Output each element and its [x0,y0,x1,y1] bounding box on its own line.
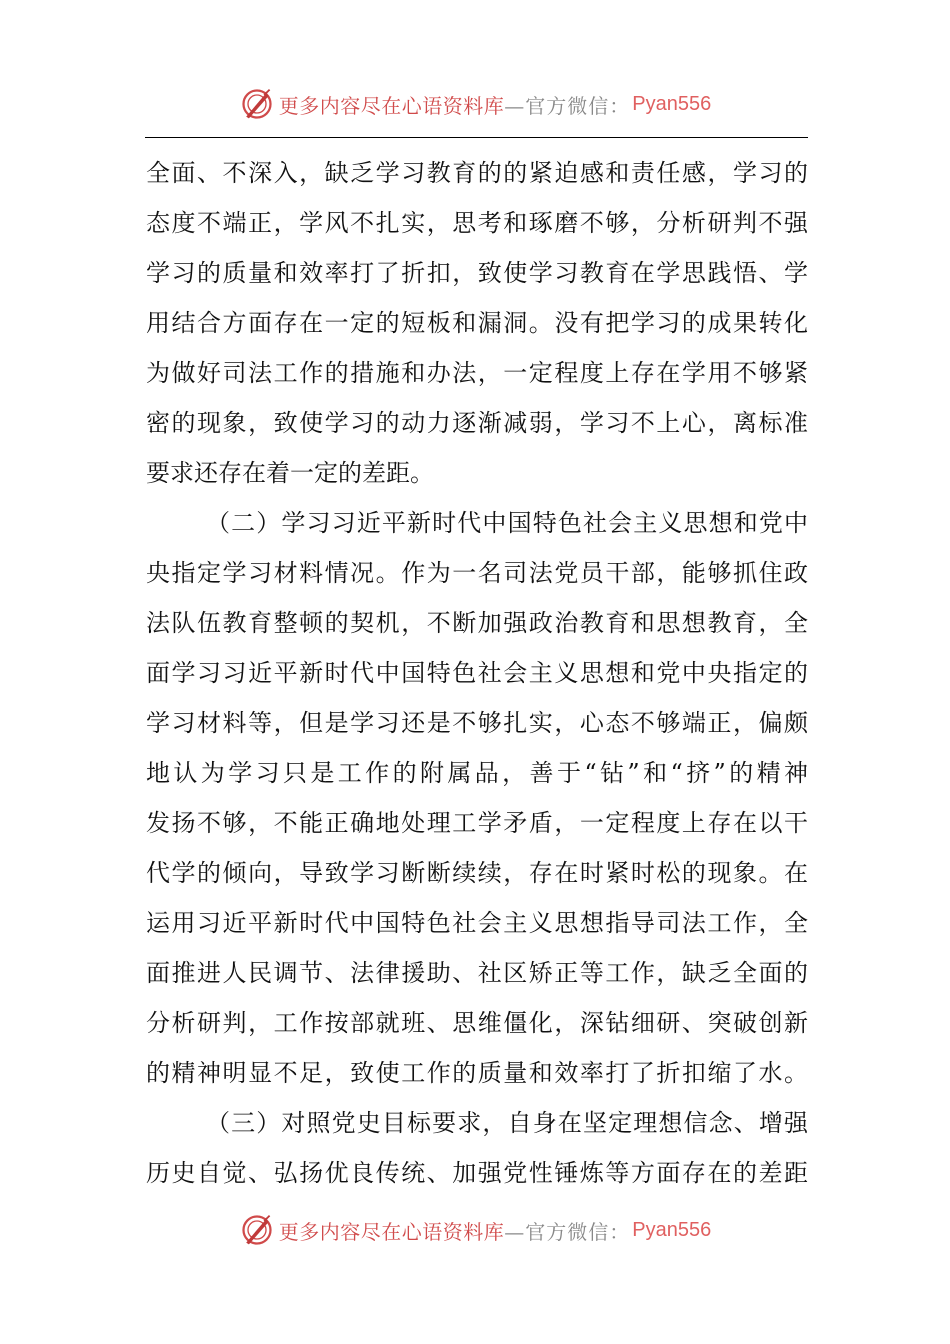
body-line: 为做好司法工作的措施和办法，一定程度上存在学用不够紧 [146,359,808,387]
body-line: 法队伍教育整顿的契机，不断加强政治教育和思想教育，全 [146,609,808,637]
body-line: 全面、不深入，缺乏学习教育的的紧迫感和责任感，学习的 [146,159,808,187]
body-line: 面学习习近平新时代中国特色社会主义思想和党中央指定的 [146,659,808,687]
body-line: 地认为学习只是工作的附属品，善于“钻”和“挤”的精神 [146,759,808,787]
body-line: 的精神明显不足，致使工作的质量和效率打了折扣缩了水。 [146,1059,808,1087]
body-line: 分析研判，工作按部就班、思维僵化，深钻细研、突破创新 [146,1009,808,1037]
footer-wechat-id: Pyan556 [632,1218,712,1241]
header-banner [0,84,950,124]
pen-logo-icon [239,86,275,122]
footer-separator: —官方微信： [504,1219,631,1244]
body-line: 要求还存在着一定的差距。 [146,459,434,487]
body-line: 用结合方面存在一定的短板和漏洞。没有把学习的成果转化 [146,309,808,337]
document-body [146,148,808,1198]
body-line: 发扬不够，不能正确地处理工学矛盾，一定程度上存在以干 [146,809,808,837]
body-line: 面推进人民调节、法律援助、社区矫正等工作，缺乏全面的 [146,959,808,987]
body-line: 学习材料等，但是学习还是不够扎实，心态不够端正，偏颇 [146,709,808,737]
header-wechat-id: Pyan556 [632,92,712,115]
body-line: 央指定学习材料情况。作为一名司法党员干部，能够抓住政 [146,559,808,587]
footer-banner [0,1210,950,1250]
body-line: 历史自觉、弘扬优良传统、加强党性锤炼等方面存在的差距 [146,1159,808,1187]
body-line: 运用习近平新时代中国特色社会主义思想指导司法工作，全 [146,909,808,937]
body-line: 学习的质量和效率打了折扣，致使学习教育在学思践悟、学 [146,259,808,287]
body-line: 代学的倾向，导致学习断断续续，存在时紧时松的现象。在 [146,859,808,887]
section-heading-3: （三）对照党史目标要求，自身在坚定理想信念、增强 [206,1109,808,1137]
header-separator: —官方微信： [504,93,631,118]
header-slogan: 更多内容尽在心语资料库 [278,93,505,118]
body-line: 密的现象，致使学习的动力逐渐减弱，学习不上心，离标准 [146,409,808,437]
footer-slogan: 更多内容尽在心语资料库 [278,1219,505,1244]
section-heading-2: （二）学习习近平新时代中国特色社会主义思想和党中 [206,509,808,537]
header-rule [145,137,808,138]
pen-logo-icon [239,1212,275,1248]
body-line: 态度不端正，学风不扎实，思考和琢磨不够，分析研判不强 [146,209,808,237]
